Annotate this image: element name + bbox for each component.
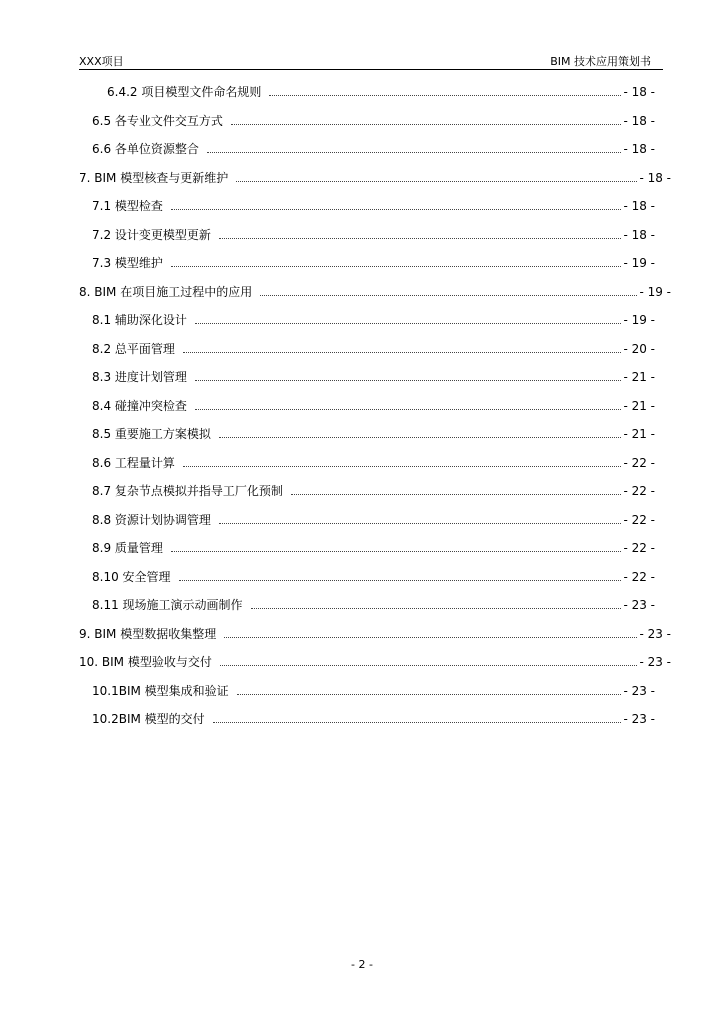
header-document-title: BIM 技术应用策划书: [550, 55, 651, 68]
toc-entry[interactable]: [92, 595, 655, 615]
dot-leader: [183, 465, 622, 467]
toc-entry-page: - 22 -: [623, 484, 655, 498]
dot-leader: [237, 693, 622, 695]
dot-leader: [179, 579, 622, 581]
dot-leader: [195, 379, 622, 381]
dot-leader: [195, 408, 622, 410]
toc-entry-title: 8.8 资源计划协调管理: [92, 512, 211, 527]
toc-entry-page: - 18 -: [639, 170, 671, 185]
toc-entry-title: 8.9 质量管理: [92, 541, 163, 555]
dot-leader: [219, 436, 622, 438]
toc-entry-title: 8.5 重要施工方案模拟: [92, 427, 211, 441]
toc-entry[interactable]: [92, 139, 655, 159]
toc-entry[interactable]: [92, 310, 655, 330]
toc-entry[interactable]: [79, 652, 671, 672]
toc-entry-title: 8.7 复杂节点模拟并指导工厂化预制: [92, 484, 283, 498]
toc-entry-page: - 21 -: [623, 427, 655, 441]
toc-entry-page: - 23 -: [639, 626, 671, 641]
toc-entry[interactable]: [79, 282, 671, 302]
toc-entry-page: - 22 -: [623, 541, 655, 555]
toc-entry-page: - 18 -: [623, 113, 655, 128]
toc-entry-title: 10. BIM 模型验收与交付: [79, 655, 212, 669]
dot-leader: [195, 322, 622, 324]
toc-entry-title: 7.3 模型维护: [92, 256, 163, 270]
dot-leader: [231, 123, 622, 125]
toc-entry[interactable]: [92, 681, 655, 701]
dot-leader: [220, 664, 638, 666]
header-project-name: XXX项目: [79, 55, 124, 68]
page-header: [79, 54, 663, 70]
toc-entry-title: 8.3 进度计划管理: [92, 370, 187, 384]
dot-leader: [291, 493, 622, 495]
dot-leader: [219, 522, 622, 524]
toc-entry-title: 6.6 各单位资源整合: [92, 142, 199, 156]
toc-entry[interactable]: [92, 510, 655, 530]
toc-entry-title: 10.2BIM 模型的交付: [92, 712, 205, 726]
toc-entry-page: - 19 -: [639, 284, 671, 299]
toc-entry-page: - 18 -: [623, 142, 655, 156]
toc-entry-title: 8.11 现场施工演示动画制作: [92, 598, 243, 612]
dot-leader: [171, 550, 622, 552]
toc-entry[interactable]: [92, 396, 655, 416]
toc-entry-title: 7.2 设计变更模型更新: [92, 227, 211, 242]
toc-entry[interactable]: [92, 567, 655, 587]
dot-leader: [207, 151, 622, 153]
toc-entry-title: 8.1 辅助深化设计: [92, 313, 187, 327]
dot-leader: [219, 237, 622, 239]
toc-entry-page: - 23 -: [623, 683, 655, 698]
dot-leader: [260, 294, 637, 296]
toc-entry[interactable]: [92, 253, 655, 273]
toc-entry-title: 8.6 工程量计算: [92, 455, 175, 470]
toc-entry-title: 7.1 模型检查: [92, 199, 163, 213]
toc-entry-title: 7. BIM 模型核查与更新维护: [79, 170, 229, 185]
toc-entry-page: - 18 -: [623, 227, 655, 242]
toc-entry[interactable]: [92, 538, 655, 558]
header-rule: [79, 69, 663, 70]
dot-leader: [236, 180, 637, 182]
toc-entry-page: - 22 -: [623, 455, 655, 470]
toc-entry-page: - 19 -: [623, 256, 655, 270]
toc-entry-page: - 23 -: [639, 655, 671, 669]
toc-entry[interactable]: [79, 168, 671, 188]
toc-entry-title: 8.4 碰撞冲突检查: [92, 398, 187, 413]
toc-entry[interactable]: [92, 339, 655, 359]
toc-entry[interactable]: [79, 624, 671, 644]
toc-entry-page: - 21 -: [623, 398, 655, 413]
toc-entry[interactable]: [92, 481, 655, 501]
dot-leader: [171, 265, 622, 267]
toc-entry-page: - 21 -: [623, 370, 655, 384]
dot-leader: [213, 721, 622, 723]
toc-entry-title: 10.1BIM 模型集成和验证: [92, 683, 229, 698]
toc-entry-page: - 18 -: [623, 85, 655, 99]
toc-entry-page: - 20 -: [623, 341, 655, 356]
dot-leader: [251, 607, 622, 609]
toc-entry[interactable]: [92, 196, 655, 216]
toc-entry-title: 8.2 总平面管理: [92, 341, 175, 356]
toc-entry-page: - 19 -: [623, 313, 655, 327]
dot-leader: [171, 208, 622, 210]
dot-leader: [183, 351, 622, 353]
toc-entry[interactable]: [92, 111, 655, 131]
toc-entry[interactable]: [92, 367, 655, 387]
toc-entry-page: - 23 -: [623, 712, 655, 726]
toc-entry[interactable]: [107, 82, 655, 102]
dot-leader: [224, 636, 637, 638]
toc-entry[interactable]: [92, 709, 655, 729]
toc-entry[interactable]: [92, 453, 655, 473]
toc-entry[interactable]: [92, 424, 655, 444]
toc-entry-title: 6.4.2 项目模型文件命名规则: [107, 85, 262, 99]
toc-entry-title: 6.5 各专业文件交互方式: [92, 113, 223, 128]
toc-entry-title: 9. BIM 模型数据收集整理: [79, 626, 217, 641]
toc-entry-page: - 22 -: [623, 512, 655, 527]
page-number: - 2 -: [351, 958, 373, 971]
toc-entry-title: 8.10 安全管理: [92, 569, 171, 584]
toc-entry-page: - 22 -: [623, 569, 655, 584]
dot-leader: [269, 94, 621, 96]
toc-entry[interactable]: [92, 225, 655, 245]
toc-entry-page: - 23 -: [623, 598, 655, 612]
toc-entry-page: - 18 -: [623, 199, 655, 213]
toc-entry-title: 8. BIM 在项目施工过程中的应用: [79, 284, 253, 299]
